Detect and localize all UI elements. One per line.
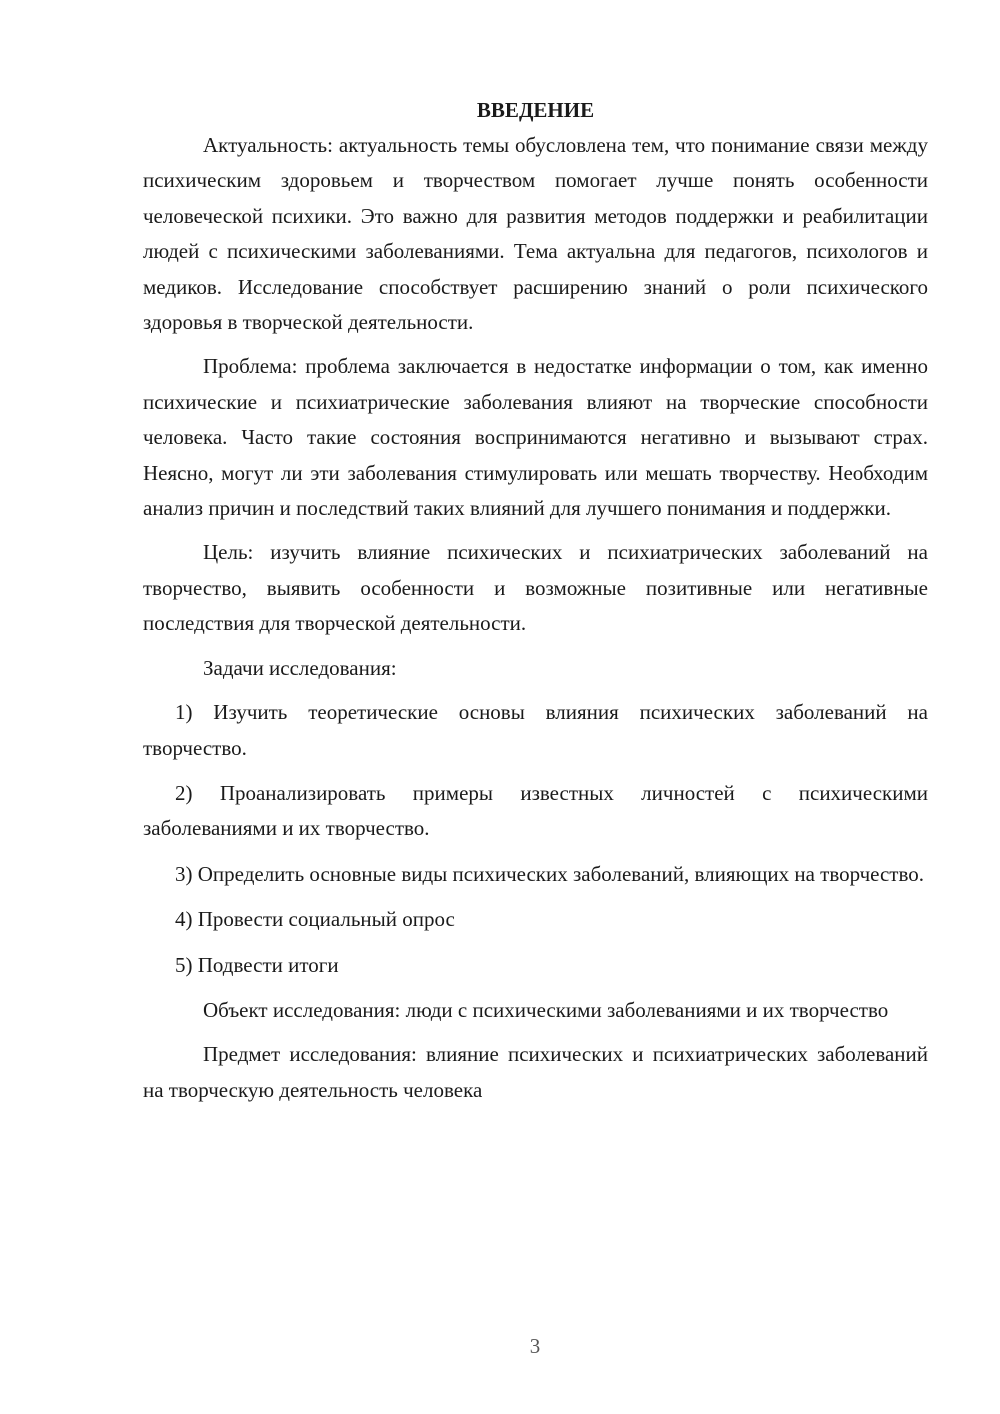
paragraph-goal: Цель: изучить влияние психических и психиатрических заболеваний на творчество, выявить особенности и возможные позитивные или негативные последствия для творческой деятельности. xyxy=(143,540,928,636)
paragraph-object: Объект исследования: люди с психическими заболеваниями и их творчество xyxy=(203,997,889,1022)
task-item-1: 1) Изучить теоретические основы влияния психических заболеваний на творчество. xyxy=(143,700,928,760)
task-item-4: 4) Провести социальный опрос xyxy=(175,907,455,932)
task-item-5: 5) Подвести итоги xyxy=(175,952,339,977)
document-page xyxy=(143,92,928,1117)
page-number: 3 xyxy=(529,1334,541,1358)
task-item-2: 2) Проанализировать примеры известных личностей с психическими заболеваниями и их творчество. xyxy=(143,780,928,841)
section-heading: ВВЕДЕНИЕ xyxy=(476,98,595,122)
paragraph-subject: Предмет исследования: влияние психических и психиатрических заболеваний на творческую деятельность человека xyxy=(143,1042,928,1102)
paragraph-relevance: Актуальность: актуальность темы обусловлена тем, что понимание связи между психическим здоровьем и творчеством помогает лучше понять особенности человеческой психики. Это важно для развития методов поддержки и реабилитации людей с психическими заболеваниями. Тема актуальна для педагогов, психологов и медиков. Исследование способствует расширению знаний о роли психического здоровья в творческой деятельности. xyxy=(143,133,928,335)
paragraph-tasks-title: Задачи исследования: xyxy=(203,655,397,680)
task-item-3: 3) Определить основные виды психических заболеваний, влияющих на творчество. xyxy=(175,861,925,886)
paragraph-problem: Проблема: проблема заключается в недостатке информации о том, как именно психические и психиатрические заболевания влияют на творческие способности человека. Часто такие состояния воспринимаются негативно и вызывают страх. Неясно, могут ли эти заболевания стимулировать или мешать творчеству. Необходим анализ причин и последствий таких влияний для лучшего понимания и поддержки. xyxy=(143,354,928,521)
